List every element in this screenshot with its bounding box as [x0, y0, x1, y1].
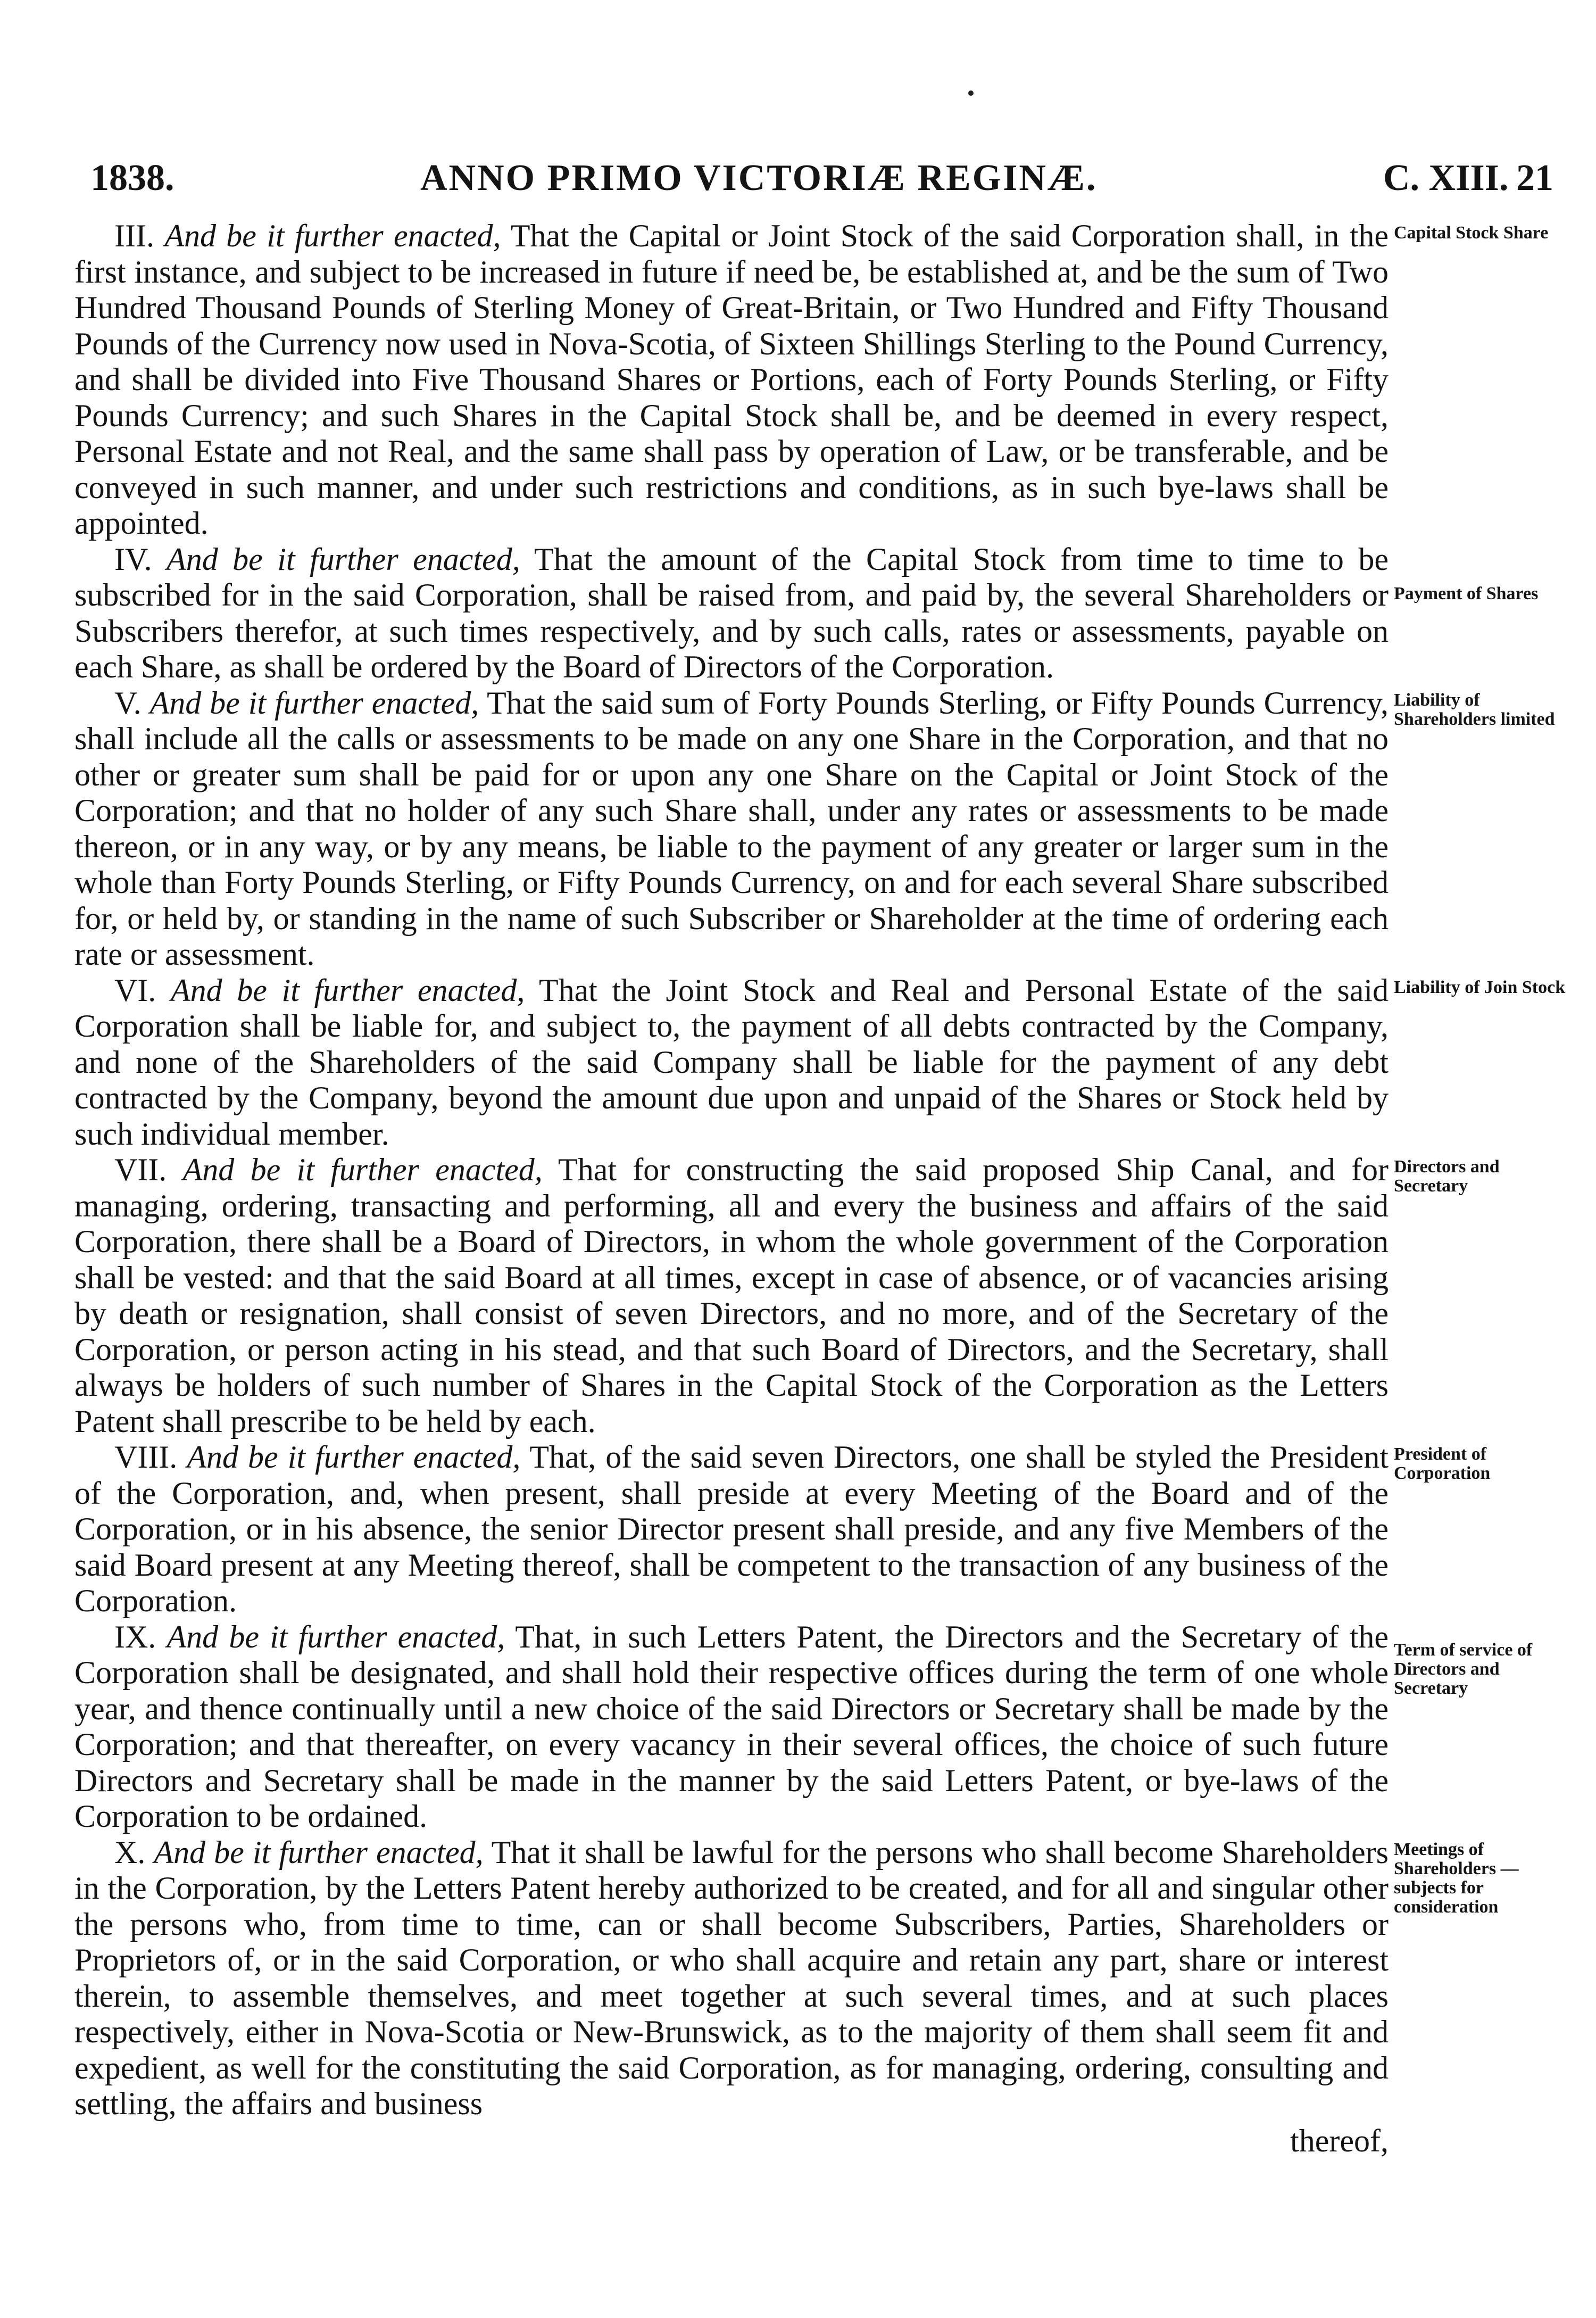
margin-note: Term of service of Directors and Secretary [1394, 1640, 1533, 1698]
page-number: 21 [1516, 158, 1553, 198]
section-number: IV. [114, 541, 152, 577]
section-number: X. [114, 1834, 146, 1870]
header-title: ANNO PRIMO VICTORIÆ REGINÆ. [420, 158, 1098, 198]
margin-note: Meetings of Shareholders —subjects for consideration [1394, 1839, 1519, 1917]
section-text: That it shall be lawful for the persons who shall become Shareholders in the Corporation, by the Letters Patent hereby authorized to be created, and for all and singular other the persons who, from time to time, can or shall become Subscribers, Parties, Shareholders or Proprietors of, or in the said Corporation, or who shall acquire and retain any part, share or interest therein, to assemble themselves, and meet together at such several times, and at such places respectively, either in Nova-Scotia or New-Brunswick, as to the majority of them shall seem fit and expedient, as well for the constituting the said Corporation, as for managing, ordering, consulting and settling, the affairs and business [74, 1834, 1389, 2121]
section-3 [74, 218, 1549, 542]
section-number: VI. [114, 972, 156, 1008]
section-7 [74, 1152, 1500, 1439]
section-4 [74, 541, 1539, 685]
enacting-clause: And be it further enacted, [164, 218, 501, 253]
margin-note: Liability of Join Stock [1394, 977, 1566, 997]
section-5 [74, 685, 1555, 973]
enacting-clause: And be it further enacted, [167, 541, 520, 577]
margin-note: Directors and Secretary [1394, 1157, 1500, 1196]
ink-speck [968, 90, 974, 96]
enacting-clause: And be it further enacted, [182, 1152, 543, 1187]
margin-note: President of Corporation [1394, 1444, 1491, 1483]
running-header [90, 157, 1564, 205]
enacting-clause: And be it further enacted, [167, 1619, 505, 1654]
section-8 [74, 1439, 1491, 1619]
section-number: III. [114, 218, 154, 253]
section-6 [74, 972, 1566, 1153]
section-text: That the Joint Stock and Real and Personal Estate of the said Corporation shall be liable for, and subject to, the payment of all debts contracted by the Company, and none of the Shareholders of the said Company shall be liable for the payment of any debt contracted by the Company, beyond the amount due upon and unpaid of the Shares or Stock held by such individual member. [74, 972, 1389, 1152]
section-text: That the said sum of Forty Pounds Sterling, or Fifty Pounds Currency, shall include all the calls or assessments to be made on any one Share in the Corporation, and that no other or greater sum shall be paid for or upon any one Share on the Capital or Joint Stock of the Corporation; and that no holder of any such Share shall, under any rates or assessments to be made thereon, or in any way, or by any means, be liable to the payment of any greater or larger sum in the whole than Forty Pounds Sterling, or Fifty Pounds Currency, on and for each several Share subscribed for, or held by, or standing in the name of such Subscriber or Shareholder at the time of ordering each rate or assessment. [74, 685, 1389, 972]
enacting-clause: And be it further enacted, [170, 972, 525, 1008]
catchword: thereof, [1290, 2123, 1389, 2158]
header-chapter: C. XIII. [1383, 158, 1509, 198]
margin-note: Capital Stock Share [1394, 223, 1549, 243]
section-text: That, of the said seven Directors, one shall be styled the President of the Corporation, and, when present, shall preside at every Meeting of the Board and of the Corporation, or in his absence, the senior Director present shall preside, and any five Members of the said Board present at any Meeting thereof, shall be competent to the transaction of any business of the Corporation. [74, 1439, 1389, 1618]
enacting-clause: And be it further enacted, [154, 1834, 484, 1870]
section-10 [74, 1834, 1519, 2158]
margin-note: Liability of Shareholders limited [1394, 690, 1555, 729]
section-number: IX. [114, 1619, 156, 1654]
section-9 [74, 1619, 1533, 1835]
section-text: That for constructing the said proposed Ship Canal, and for managing, ordering, transacting and performing, all and every the business and affairs of the said Corporation, there shall be a Board of Directors, in whom the whole government of the Corporation shall be vested: and that the said Board at all times, except in case of absence, or of vacancies arising by death or resignation, shall consist of seven Directors, and no more, and of the Secretary of the Corporation, or person acting in his stead, and that such Board of Directors, and the Secretary, shall always be holders of such number of Shares in the Capital Stock of the Corporation as the Letters Patent shall prescribe to be held by each. [74, 1152, 1389, 1439]
margin-note: Payment of Shares [1394, 583, 1539, 603]
header-year: 1838. [90, 158, 174, 198]
enacting-clause: And be it further enacted, [149, 685, 479, 721]
section-number: V. [114, 685, 142, 721]
section-text: That the amount of the Capital Stock from time to time to be subscribed for in the said Corporation, shall be raised from, and paid by, the several Shareholders or Subscribers therefor, at such times respectively, and by such calls, rates or assessments, payable on each Share, as shall be ordered by the Board of Directors of the Corporation. [74, 541, 1389, 684]
section-text: That, in such Letters Patent, the Directors and the Secretary of the Corporation shall be designated, and shall hold their respective offices during the term of one whole year, and thence continually until a new choice of the said Directors or Secretary shall be made by the Corporation; and that thereafter, on every vacancy in their several offices, the choice of such future Directors and Secretary shall be made in the manner by the said Letters Patent, or bye-laws of the Corporation to be ordained. [74, 1619, 1389, 1834]
body-text [74, 218, 1566, 2158]
section-number: VII. [114, 1152, 167, 1187]
enacting-clause: And be it further enacted, [187, 1439, 521, 1475]
section-number: VIII. [114, 1439, 178, 1475]
section-text: That the Capital or Joint Stock of the said Corporation shall, in the first instance, and subject to be increased in future if need be, be established at, and be the sum of Two Hundred Thousand Pounds of Sterling Money of Great-Britain, or Two Hundred and Fifty Thousand Pounds of the Currency now used in Nova-Scotia, of Sixteen Shillings Sterling to the Pound Currency, and shall be divided into Five Thousand Shares or Portions, each of Forty Pounds Sterling, or Fifty Pounds Currency; and such Shares in the Capital Stock shall be, and be deemed in every respect, Personal Estate and not Real, and the same shall pass by operation of Law, or be transferable, and be conveyed in such manner, and under such restrictions and conditions, as in such bye-laws shall be appointed. [74, 218, 1389, 541]
